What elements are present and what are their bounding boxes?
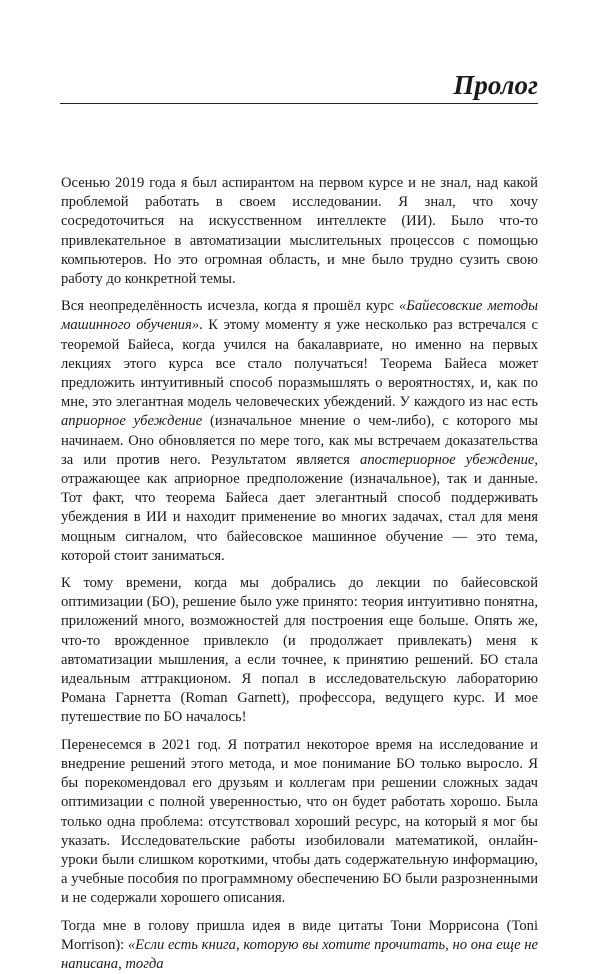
- paragraph: [61, 574, 538, 728]
- italic-text: апостериорное убеждение: [360, 451, 535, 468]
- header-rule: [60, 103, 538, 104]
- paragraph: [61, 917, 538, 974]
- italic-text: «Байесовские методы машинного обучения»: [61, 298, 538, 334]
- text-run: (изначальное мнение о чем-либо), с которого мы начинаем. Оно обновляется по мере того, как мы встречаем доказательства за или против него. Результатом является: [61, 413, 538, 468]
- text-run: Перенесемся в 2021 год. Я потратил некоторое время на исследование и внедрение решений этого метода, и мое понимание БО только выросло. Я бы порекомендовал его друзьям и коллегам при решении сложных задач оптимизации с полной уверенностью, что он будет работать хорошо. Была только одна проблема: отсутствовал хороший ресурс, на который я мог бы указать. Исследовательские работы изобиловали математикой, онлайн-уроки были слишком короткими, чтобы дать содержательную информацию, а учебные пособия по программному обеспечению БО были разрозненными и не содержали хорошего описания.: [61, 736, 538, 907]
- text-run: Вся неопределённость исчезла, когда я прошёл курс: [61, 298, 399, 315]
- text-run: К тому времени, когда мы добрались до лекции по байесовской оптимизации (БО), решение было уже принято: теория интуитивно понятна, приложений много, возможностей для построения еще больше. Опять же, что-то врожденное привлекло (и продолжает привлекать) меня к автоматизации мышления, а если точнее, к принятию решений. БО стала идеальным аттракционом. Я попал в исследовательскую лабораторию Романа Гарнетта (Roman Garnett), профессора, ведущего курс. И мое путешествие по БО началось!: [61, 575, 538, 726]
- text-run: Осенью 2019 года я был аспирантом на первом курсе и не знал, над какой проблемой работать в своем исследовании. Я знал, что хочу сосредоточиться на искусственном интеллекте (ИИ). Было что-то привлекательное в автоматизации мыслительных процессов с помощью компьютеров. Но это огромная область, и мне было трудно сузить свою работу до конкретной темы.: [61, 175, 538, 288]
- body-text: [61, 174, 538, 974]
- chapter-header: [60, 62, 538, 104]
- text-run: Тогда мне в голову пришла идея в виде цитаты Тони Моррисона (Toni Morrison):: [61, 917, 538, 953]
- paragraph: [61, 297, 538, 566]
- paragraph: [61, 174, 538, 289]
- italic-text: априорное убеждение: [61, 413, 203, 430]
- paragraph: [61, 736, 538, 909]
- chapter-title: Пролог: [453, 70, 538, 100]
- text-run: . К этому моменту я уже несколько раз встречался с теоремой Байеса, когда учился на бакалавриате, но именно на первых лекциях этого курса все стало получаться! Теорема Байеса может предложить интуитивный способ поразмышлять о вероятностях, и, как по мне, это элегантная модель человеческих убеждений. У каждого из нас есть: [61, 317, 538, 411]
- italic-text: «Если есть книга, которую вы хотите прочитать, но она еще не написана, тогда: [61, 936, 538, 972]
- text-run: , отражающее как априорное предположение (изначальное), так и данные. Тот факт, что теорема Байеса дает элегантный способ поддерживать убеждения в ИИ и находит применение во многих задачах, стал для меня мощным сигналом, что байесовское машинное обучение — это тема, которой стоит заниматься.: [61, 451, 539, 564]
